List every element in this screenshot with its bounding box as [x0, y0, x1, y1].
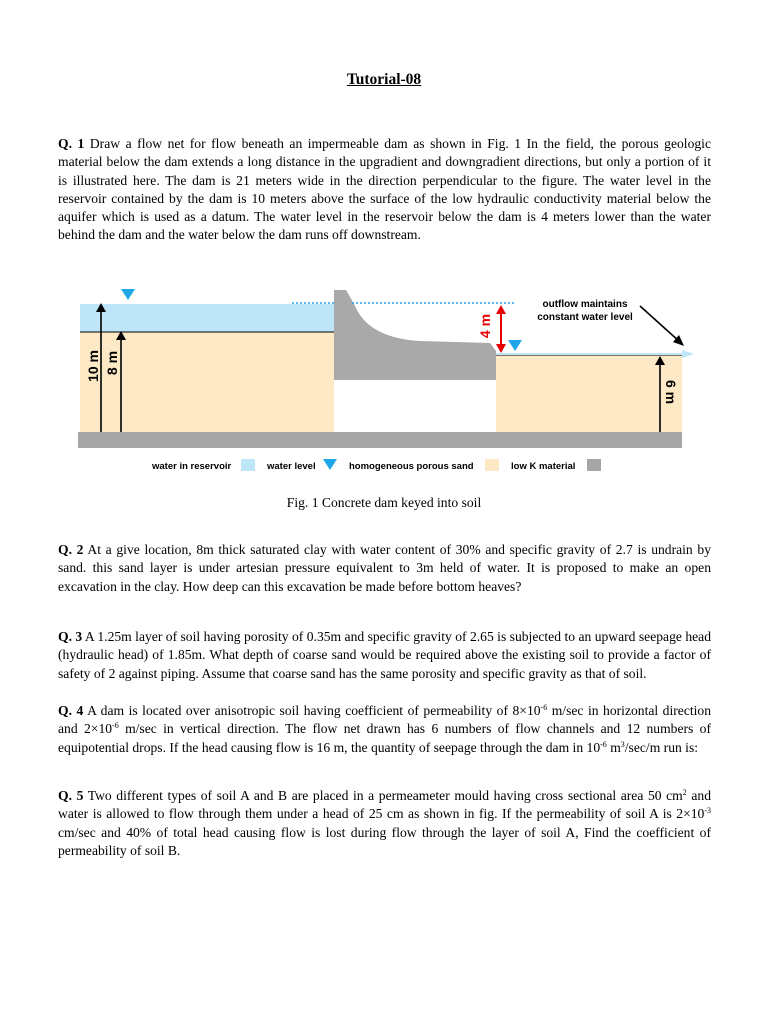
downstream-water-level-icon: [508, 340, 522, 351]
legend-lowk-label: low K material: [511, 461, 576, 472]
porous-sand-upstream: [80, 332, 334, 432]
outflow-label-line1: outflow maintains: [542, 299, 628, 310]
figure-legend: [151, 459, 601, 472]
question-4-text: A dam is located over anisotropic soil having coefficient of permeability of 8×10: [87, 703, 541, 718]
question-4-text: m/sec in vertical direction. The flow net drawn has 6 numbers of flow channels and 12 numbers of equipotential drops. If the head causing flow is 16 m, the quantity of seepage through the dam in 10: [58, 721, 711, 755]
exponent: 3: [620, 739, 625, 749]
legend-water-label: water in reservoir: [152, 461, 232, 472]
question-5-text: and water is allowed to flow through them under a head of 25 cm as shown in fig. If the permeability of soil A is 2×10: [58, 788, 711, 822]
question-2-text: At a give location, 8m thick saturated clay with water content of 30% and specific gravity of 2.7 is undrain by sand. this sand layer is under artesian pressure equivalent to 3m held of water. It is proposed to make an open excavation in the clay. How deep can this excavation be made before bottom heaves?: [58, 542, 711, 594]
question-5-text: Two different types of soil A and B are placed in a permeameter mould having cross sectional area 50 cm: [87, 788, 683, 803]
question-4-text: m: [606, 739, 621, 755]
question-1: [58, 135, 711, 245]
porous-sand-downstream: [496, 355, 682, 432]
reservoir-water: [80, 304, 334, 332]
exponent: -6: [112, 721, 119, 731]
exponent: -3: [704, 806, 711, 816]
exponent: -6: [540, 703, 548, 712]
upstream-water-level-icon: [121, 289, 135, 300]
figure-dam-diagram: [0, 280, 768, 480]
question-4-number: Q. 4: [58, 703, 84, 718]
legend-water-level-icon: [323, 459, 337, 470]
question-3: [58, 628, 711, 683]
exponent: -6: [600, 739, 607, 749]
low-k-material: [78, 432, 682, 448]
question-3-number: Q. 3: [58, 629, 83, 644]
outflow-arrowhead: [682, 350, 694, 358]
question-3-text: A 1.25m layer of soil having porosity of 0.35m and specific gravity of 2.65 is subjected to an upward seepage head (hydraulic head) of 1.85m. What depth of coarse sand would be required above the existing soil to provide a factor of safety of 2 against piping. Assume that coarse sand has the same porosity and specific gravity as that of soil.: [58, 629, 711, 681]
question-1-number: Q. 1: [58, 136, 85, 151]
question-1-text: Draw a flow net for flow beneath an impermeable dam as shown in Fig. 1 In the field, the porous geologic material below the dam extends a long distance in the upgradient and downgradient directions, but only a portion of it is illustrated here. The dam is 21 meters wide in the direction perpendicular to the figure. The water level in the reservoir contained by the dam is 10 meters above the surface of the low hydraulic conductivity material below the aquifer which is used as a datum. The water level in the reservoir below the dam is 4 meters lower than the water behind the dam and the water below the dam runs off downstream.: [58, 136, 711, 243]
question-2-number: Q. 2: [58, 542, 84, 557]
label-10m: 10 m: [85, 350, 101, 382]
legend-lowk-swatch: [587, 459, 601, 471]
legend-sand-label: homogeneous porous sand: [349, 461, 474, 472]
question-2: [58, 541, 711, 596]
question-4-text: /sec/m run is:: [624, 739, 699, 755]
question-4: [58, 702, 711, 757]
outflow-label-line2: constant water level: [537, 312, 633, 323]
figure-caption: Fig. 1 Concrete dam keyed into soil: [286, 495, 482, 510]
label-6m: 6 m: [663, 379, 679, 405]
question-5-number: Q. 5: [58, 788, 84, 803]
label-4m: 4 m: [477, 313, 493, 339]
label-8m: 8 m: [104, 350, 120, 376]
legend-sand-swatch: [485, 459, 499, 471]
exponent: 2: [682, 788, 687, 797]
question-5-text: cm/sec and 40% of total head causing flow is lost during flow through the layer of soil A, Find the coefficient of permeability of soil B.: [58, 824, 711, 858]
question-4-text: m/sec in horizontal direction and 2×10: [58, 703, 711, 737]
question-5: [58, 787, 711, 860]
concrete-dam: [334, 290, 496, 380]
page-title: Tutorial-08: [346, 71, 422, 88]
legend-level-label: water level: [267, 461, 316, 472]
legend-water-swatch: [241, 459, 255, 471]
